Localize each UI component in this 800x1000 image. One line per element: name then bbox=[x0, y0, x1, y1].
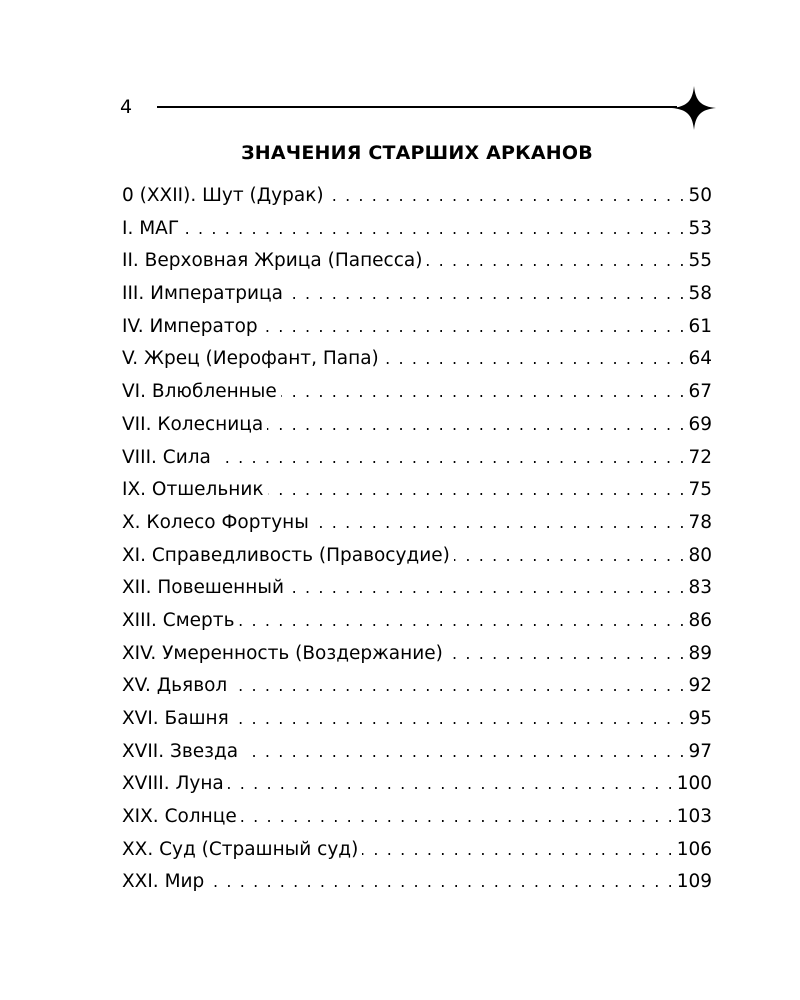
toc-entry-label: XIII. Смерть bbox=[122, 609, 235, 631]
dot-leader bbox=[262, 311, 685, 344]
toc-entry-label: III. Императрица bbox=[122, 283, 283, 305]
toc-entry[interactable] bbox=[122, 343, 712, 376]
page-number: 4 bbox=[120, 96, 133, 118]
toc-entry-page: 89 bbox=[688, 642, 712, 664]
four-point-star-icon bbox=[670, 84, 718, 132]
dot-leader bbox=[447, 638, 685, 671]
toc-entry-label: I. МАГ bbox=[122, 217, 180, 239]
dot-leader bbox=[233, 703, 685, 736]
toc-entry-label: XV. Дьявол bbox=[122, 675, 228, 697]
dot-leader bbox=[426, 245, 684, 278]
toc-entry[interactable] bbox=[122, 670, 712, 703]
toc-entry-label: V. Жрец (Иерофант, Папа) bbox=[122, 348, 379, 370]
toc-entry-label: XI. Справедливость (Правосудие) bbox=[122, 544, 450, 566]
toc-entry-label: IV. Император bbox=[122, 315, 258, 337]
toc-entry-page: 80 bbox=[688, 544, 712, 566]
toc-entry[interactable] bbox=[122, 866, 712, 899]
toc-entry-page: 53 bbox=[688, 217, 712, 239]
dot-leader bbox=[208, 866, 672, 899]
toc-entry[interactable] bbox=[122, 540, 712, 573]
toc-entry-page: 67 bbox=[688, 381, 712, 403]
toc-entry-label: XII. Повешенный bbox=[122, 577, 284, 599]
toc-entry-page: 103 bbox=[676, 806, 712, 828]
toc-entry-label: VIII. Сила bbox=[122, 446, 211, 468]
toc-entry-label: VII. Колесница bbox=[122, 413, 264, 435]
toc-entry-page: 75 bbox=[688, 479, 712, 501]
toc-entry-label: X. Колесо Фортуны bbox=[122, 511, 309, 533]
toc-entry-page: 50 bbox=[688, 185, 712, 206]
toc-entry[interactable] bbox=[122, 834, 712, 867]
dot-leader bbox=[242, 736, 684, 769]
toc-entry-label: VI. Влюбленные bbox=[122, 381, 277, 403]
toc-entry-page: 64 bbox=[688, 348, 712, 370]
dot-leader bbox=[288, 572, 684, 605]
toc-entry-page: 95 bbox=[688, 708, 712, 729]
toc-entry[interactable] bbox=[122, 736, 712, 769]
dot-leader bbox=[268, 474, 685, 507]
toc-entry-page: 58 bbox=[688, 283, 712, 305]
toc-entry[interactable] bbox=[122, 213, 712, 246]
toc-entry[interactable] bbox=[122, 638, 712, 671]
toc-entry[interactable] bbox=[122, 768, 712, 801]
toc-entry-page: 92 bbox=[688, 675, 712, 697]
toc-entry[interactable] bbox=[122, 703, 712, 736]
dot-leader bbox=[215, 442, 685, 475]
dot-leader bbox=[313, 507, 685, 540]
toc-entry-label: 0 (XXII). Шут (Дурак) bbox=[122, 185, 324, 206]
toc-entry[interactable] bbox=[122, 801, 712, 834]
toc-entry-page: 86 bbox=[688, 609, 712, 631]
toc-entry-label: XVI. Башня bbox=[122, 708, 229, 729]
toc-entry[interactable] bbox=[122, 180, 712, 213]
header-rule bbox=[157, 106, 677, 108]
toc-entry[interactable] bbox=[122, 605, 712, 638]
toc-entry-page: 83 bbox=[688, 577, 712, 599]
toc-entry-page: 109 bbox=[676, 871, 712, 893]
toc-entry-label: XVII. Звезда bbox=[122, 740, 239, 762]
toc-entry-page: 61 bbox=[688, 315, 712, 337]
toc-entry-page: 78 bbox=[688, 511, 712, 533]
toc-entry[interactable] bbox=[122, 474, 712, 507]
toc-entry-label: II. Верховная Жрица (Папесса) bbox=[122, 250, 423, 272]
toc-entry[interactable] bbox=[122, 572, 712, 605]
dot-leader bbox=[241, 801, 673, 834]
toc-entry-label: XX. Суд (Страшный суд) bbox=[122, 838, 359, 860]
toc-entry[interactable] bbox=[122, 311, 712, 344]
toc-entry-label: XIX. Солнце bbox=[122, 806, 237, 828]
dot-leader bbox=[267, 409, 684, 442]
toc-entry-page: 69 bbox=[688, 413, 712, 435]
dot-leader bbox=[281, 376, 685, 409]
dot-leader bbox=[183, 213, 684, 246]
toc-entry[interactable] bbox=[122, 278, 712, 311]
dot-leader bbox=[328, 180, 685, 213]
toc-entry-page: 72 bbox=[688, 446, 712, 468]
dot-leader bbox=[454, 540, 685, 573]
toc-entry[interactable] bbox=[122, 409, 712, 442]
dot-leader bbox=[287, 278, 684, 311]
dot-leader bbox=[228, 768, 673, 801]
dot-leader bbox=[383, 343, 685, 376]
toc-entry-label: XIV. Умеренность (Воздержание) bbox=[122, 642, 443, 664]
toc-entry-label: XVIII. Луна bbox=[122, 773, 224, 795]
dot-leader bbox=[231, 670, 684, 703]
toc-entry-page: 97 bbox=[688, 740, 712, 762]
toc-entry[interactable] bbox=[122, 376, 712, 409]
toc-entry-label: IX. Отшельник bbox=[122, 479, 264, 501]
toc-entry[interactable] bbox=[122, 507, 712, 540]
page-title: ЗНАЧЕНИЯ СТАРШИХ АРКАНОВ bbox=[241, 142, 593, 164]
toc-entry-page: 55 bbox=[688, 250, 712, 272]
toc-entry[interactable] bbox=[122, 442, 712, 475]
toc-entry-page: 106 bbox=[676, 838, 712, 860]
toc-entry-page: 100 bbox=[676, 773, 712, 795]
toc-entry-label: XXI. Мир bbox=[122, 871, 205, 893]
dot-leader bbox=[238, 605, 684, 638]
table-of-contents bbox=[122, 180, 712, 899]
toc-entry[interactable] bbox=[122, 245, 712, 278]
dot-leader bbox=[362, 834, 672, 867]
